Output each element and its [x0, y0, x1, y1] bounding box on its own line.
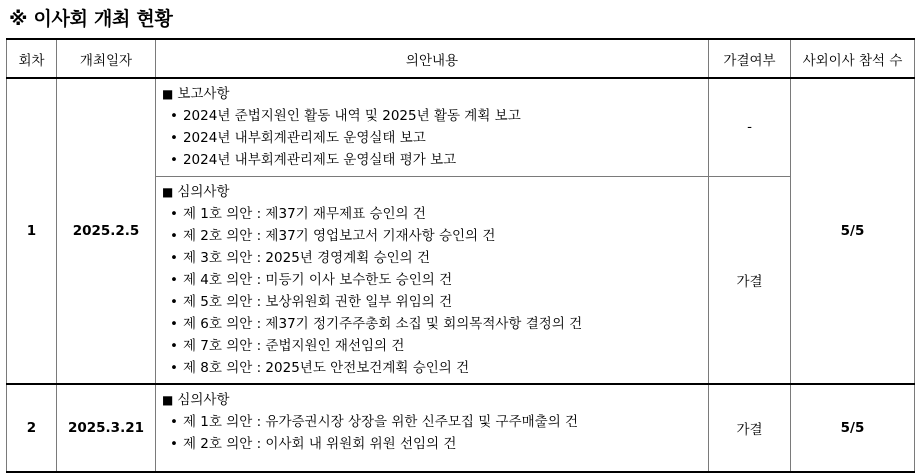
square-bullet-icon: ■ — [162, 392, 174, 407]
list-item: • 2024년 내부회계관리제도 운영실태 보고 — [170, 130, 426, 146]
board-meeting-table — [6, 38, 915, 473]
bullet-icon: • — [170, 293, 178, 310]
section-heading — [162, 83, 708, 105]
bullet-icon: • — [170, 130, 178, 146]
header-round: 회차 — [7, 39, 57, 78]
list-item: • 제 1호 의안 : 제37기 재무제표 승인의 건 — [170, 205, 426, 222]
bullet-icon: • — [170, 205, 178, 222]
list-item: • 2024년 준법지원인 활동 내역 및 2025년 활동 계획 보고 — [170, 108, 521, 124]
date-cell: 2025.3.21 — [57, 384, 156, 472]
bullet-icon: • — [170, 152, 178, 168]
round-cell: 2 — [7, 384, 57, 472]
agenda-cell — [156, 384, 709, 472]
list-item: • 제 7호 의안 : 준법지원인 재선임의 건 — [170, 337, 405, 354]
bullet-icon: • — [170, 413, 178, 430]
section-heading — [162, 389, 708, 411]
square-bullet-icon: ■ — [162, 87, 174, 101]
attendance-cell: 5/5 — [791, 384, 915, 472]
result-cell: - — [709, 78, 791, 176]
result-cell: 가결 — [709, 384, 791, 472]
list-item: • 제 4호 의안 : 미등기 이사 보수한도 승인의 건 — [170, 271, 453, 288]
section-title: 심의사항 — [177, 391, 230, 408]
table-row — [7, 384, 915, 472]
bullet-icon: • — [170, 227, 178, 244]
page-title: ※ 이사회 개최 현황 — [9, 8, 173, 30]
date-cell: 2025.2.5 — [57, 78, 156, 384]
agenda-cell — [156, 176, 709, 384]
agenda-cell — [156, 78, 709, 176]
bullet-icon: • — [170, 435, 178, 452]
list-item: • 제 1호 의안 : 유가증권시장 상장을 위한 신주모집 및 구주매출의 건 — [170, 413, 579, 430]
list-item: • 2024년 내부회계관리제도 운영실태 평가 보고 — [170, 152, 457, 168]
list-item: • 제 8호 의안 : 2025년도 안전보건계획 승인의 건 — [170, 359, 470, 376]
bullet-icon: • — [170, 249, 178, 266]
list-item: • 제 6호 의안 : 제37기 정기주주총회 소집 및 회의목적사항 결정의 건 — [170, 315, 583, 332]
bullet-icon: • — [170, 271, 178, 288]
list-item: • 제 2호 의안 : 이사회 내 위원회 위원 선임의 건 — [170, 435, 457, 452]
square-bullet-icon: ■ — [162, 184, 174, 199]
table-header-row — [7, 39, 915, 78]
header-date: 개최일자 — [57, 39, 156, 78]
bullet-icon: • — [170, 108, 178, 124]
header-result: 가결여부 — [709, 39, 791, 78]
section-title: 심의사항 — [177, 183, 230, 200]
table-row — [7, 78, 915, 176]
header-attendance: 사외이사 참석 수 — [791, 39, 915, 78]
bullet-icon: • — [170, 359, 178, 376]
bullet-icon: • — [170, 315, 178, 332]
section-heading — [162, 181, 708, 203]
header-agenda: 의안내용 — [156, 39, 709, 78]
result-cell: 가결 — [709, 176, 791, 384]
bullet-icon: • — [170, 337, 178, 354]
list-item: • 제 3호 의안 : 2025년 경영계획 승인의 건 — [170, 249, 431, 266]
list-item: • 제 5호 의안 : 보상위원회 권한 일부 위임의 건 — [170, 293, 453, 310]
attendance-cell: 5/5 — [791, 78, 915, 384]
round-cell: 1 — [7, 78, 57, 384]
list-item: • 제 2호 의안 : 제37기 영업보고서 기재사항 승인의 건 — [170, 227, 496, 244]
section-title: 보고사항 — [177, 86, 230, 102]
